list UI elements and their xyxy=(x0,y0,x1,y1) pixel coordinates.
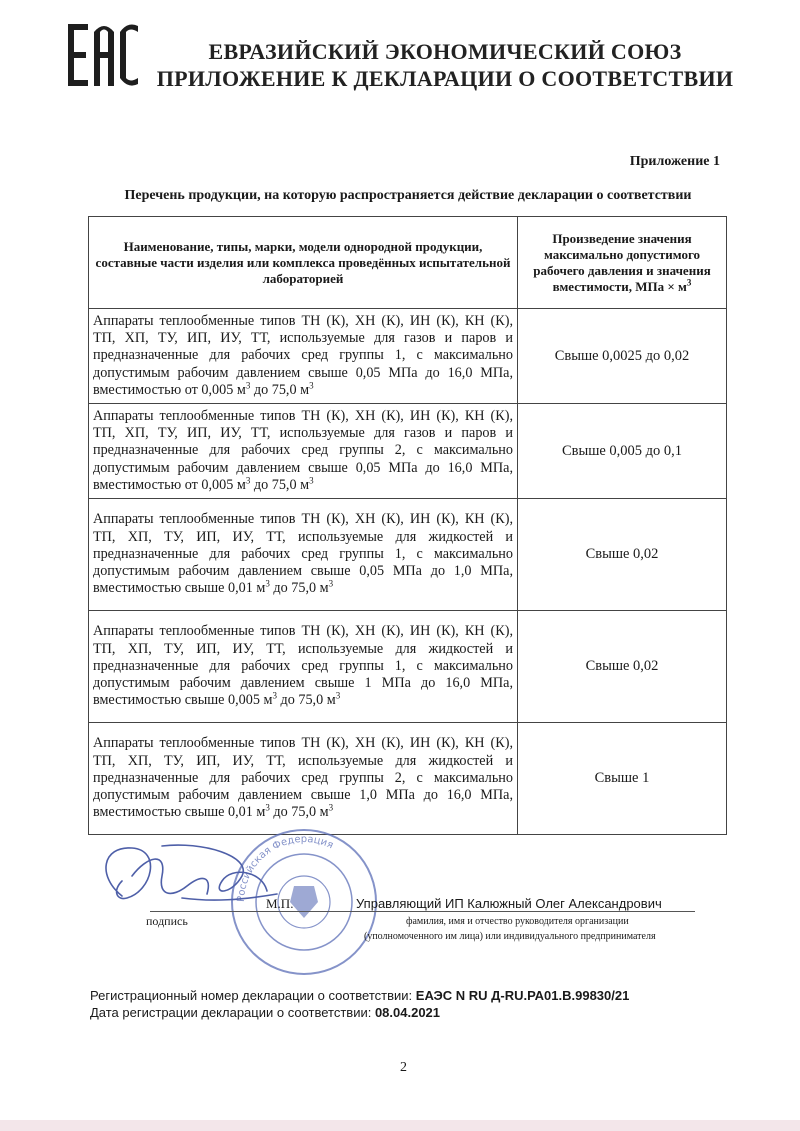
registration-date-value: 08.04.2021 xyxy=(374,1005,441,1020)
header-title-line2: ПРИЛОЖЕНИЕ К ДЕКЛАРАЦИИ О СООТВЕТСТВИИ xyxy=(156,66,734,91)
product-description: Аппараты теплообменные типов ТН (К), ХН (К), ИН (К), КН (К), ТП, ХП, ТУ, ИП, ИУ, ТТ, используемые для газов и паров и предназначенные для рабочих сред группы 1, с максимально допустимым рабочим давлением свыше 0,05 МПа до 16,0 МПа, вместимостью от 0,005 $м^3$ до 75,0 $м^3$ xyxy=(89,309,518,404)
appendix-label: Приложение 1 xyxy=(629,154,720,169)
seal-label: М.П. xyxy=(266,896,294,911)
registration-date: Дата регистрации декларации о соответствии: 08.04.2021 xyxy=(90,1005,441,1020)
stamp-ring-text: Российская Федерация xyxy=(235,833,335,903)
product-value: Свыше 0,02 xyxy=(518,611,727,723)
table-row xyxy=(89,309,727,404)
signature-line xyxy=(150,911,695,912)
product-value: Свыше 0,005 до 0,1 xyxy=(518,404,727,499)
list-title: Перечень продукции, на которую распространяется действие декларации о соответствии xyxy=(124,188,692,203)
product-value: Свыше 0,02 xyxy=(518,499,727,611)
page-bottom-band xyxy=(0,1120,800,1131)
eac-logo xyxy=(66,22,140,88)
product-description: Аппараты теплообменные типов ТН (К), ХН (К), ИН (К), КН (К), ТП, ХП, ТУ, ИП, ИУ, ТТ, используемые для жидкостей и предназначенные для рабочих сред группы 2, с максимально допустимым рабочим давлением свыше 1,0 МПа до 16,0 МПа, вместимостью свыше 0,01 $м^3$ до 75,0 $м^3$ xyxy=(89,723,518,835)
document-header xyxy=(150,38,740,92)
products-table xyxy=(88,216,727,835)
product-description: Аппараты теплообменные типов ТН (К), ХН (К), ИН (К), КН (К), ТП, ХП, ТУ, ИП, ИУ, ТТ, используемые для жидкостей и предназначенные для рабочих сред группы 1, с максимально допустимым рабочим давлением свыше 0,05 МПа до 1,0 МПа, вместимостью свыше 0,01 $м^3$ до 75,0 $м^3$ xyxy=(89,499,518,611)
header-title-line1: ЕВРАЗИЙСКИЙ ЭКОНОМИЧЕСКИЙ СОЮЗ xyxy=(208,39,682,64)
page-number: 2 xyxy=(400,1060,407,1075)
column-header-products: Наименование, типы, марки, модели однородной продукции, составные части изделия или комплекса проведённых испытательной лабораторией xyxy=(89,217,518,309)
product-value: Свыше 0,0025 до 0,02 xyxy=(518,309,727,404)
column-header-pv-sup: 3 xyxy=(686,277,692,288)
fio-caption-line2: (уполномоченного им лица) или индивидуального предпринимателя xyxy=(364,931,656,942)
table-header-row xyxy=(89,217,727,309)
signature-caption: подпись xyxy=(146,914,188,928)
registration-number-value: ЕАЭС N RU Д-RU.РА01.В.99830/21 xyxy=(415,988,630,1003)
manager-name: Управляющий ИП Калюжный Олег Александрович xyxy=(356,896,662,911)
product-description: Аппараты теплообменные типов ТН (К), ХН (К), ИН (К), КН (К), ТП, ХП, ТУ, ИП, ИУ, ТТ, используемые для жидкостей и предназначенные для рабочих сред группы 1, с максимально допустимым рабочим давлением свыше 1 МПа до 16,0 МПа, вместимостью свыше 0,005 $м^3$ до 75,0 $м^3$ xyxy=(89,611,518,723)
table-row xyxy=(89,611,727,723)
fio-caption-line1: фамилия, имя и отчество руководителя организации xyxy=(406,916,629,927)
column-header-pv-text: Произведение значения максимально допустимого рабочего давления и значения вместимости, МПа × м xyxy=(533,230,711,294)
table-row xyxy=(89,499,727,611)
registration-number: Регистрационный номер декларации о соответствии: ЕАЭС N RU Д-RU.РА01.В.99830/21 xyxy=(90,988,630,1003)
product-value: Свыше 1 xyxy=(518,723,727,835)
product-description: Аппараты теплообменные типов ТН (К), ХН (К), ИН (К), КН (К), ТП, ХП, ТУ, ИП, ИУ, ТТ, используемые для газов и паров и предназначенные для рабочих сред группы 2, с максимально допустимым рабочим давлением свыше 0,05 МПа до 16,0 МПа, вместимостью от 0,005 $м^3$ до 75,0 $м^3$ xyxy=(89,404,518,499)
signature-icon xyxy=(92,836,282,916)
table-row xyxy=(89,404,727,499)
column-header-pv xyxy=(518,217,727,309)
table-row xyxy=(89,723,727,835)
